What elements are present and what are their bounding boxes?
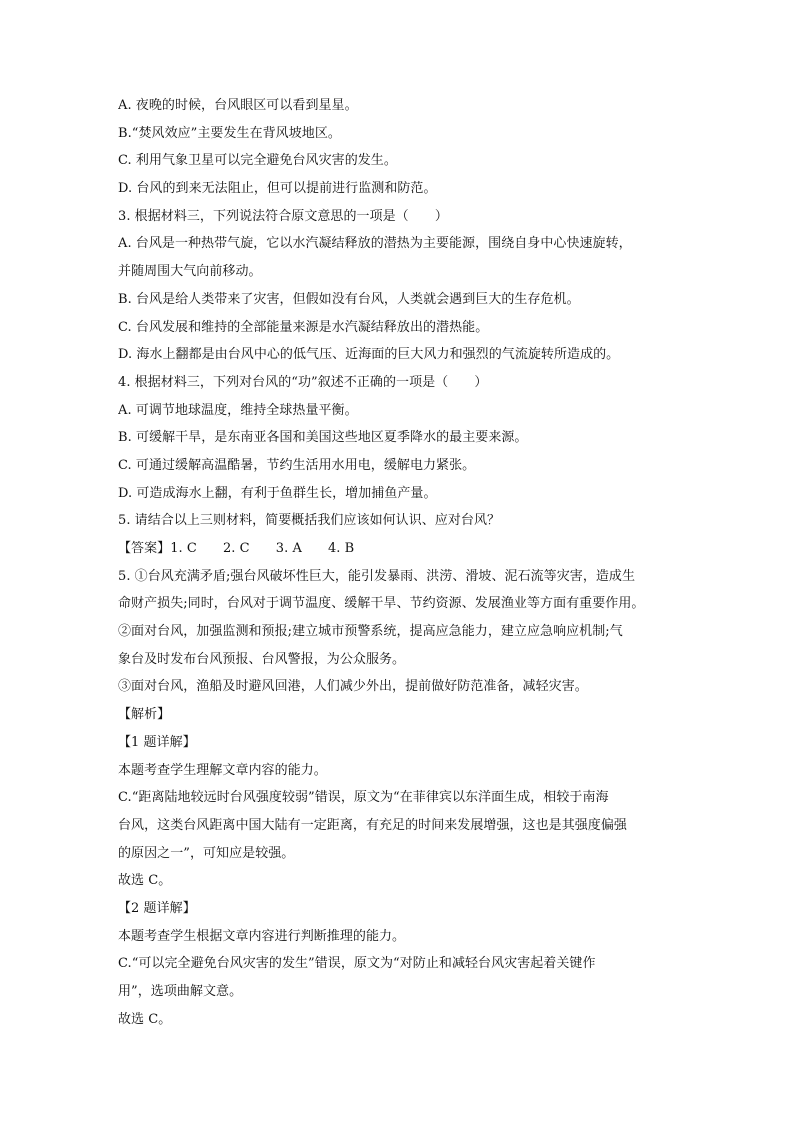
q3-option-d: D. 海水上翻都是由台风中心的低气压、近海面的巨大风力和强烈的气流旋转所造成的。 — [118, 347, 620, 363]
q4-option-d: D. 可造成海水上翻，有利于鱼群生长，增加捕鱼产量。 — [118, 485, 437, 501]
option-b-line: B.“焚风效应”主要发生在背风坡地区。 — [118, 125, 341, 141]
q1-detail-intro: 本题考查学生理解文章内容的能力。 — [118, 762, 327, 778]
option-d-line: D. 台风的到来无法阻止，但可以提前进行监测和防范。 — [118, 181, 437, 197]
q3-option-c: C. 台风发展和维持的全部能量来源是水汽凝结释放出的潜热能。 — [118, 319, 489, 335]
answer-key: 【答案】1. C 2. C 3. A 4. B — [118, 541, 355, 556]
q4-option-a: A. 可调节地球温度，维持全球热量平衡。 — [118, 402, 358, 418]
q1-detail-line3: 的原因之一”，可知应是较强。 — [118, 845, 295, 861]
q4-option-c: C. 可通过缓解高温酷暑，节约生活用水用电，缓解电力紧张。 — [118, 457, 476, 473]
answer-5-line1: 5. ①台风充满矛盾;强台风破坏性巨大，能引发暴雨、洪涝、滑坡、泥石流等灾害，造成生 — [118, 568, 636, 584]
q2-detail-line2: 用”，选项曲解文意。 — [118, 984, 243, 999]
answer-5-line2: 命财产损失;同时，台风对于调节温度、缓解干旱、节约资源、发展渔业等方面有重要作用。 — [118, 596, 645, 612]
option-c-line: C. 利用气象卫星可以完全避免台风灾害的发生。 — [118, 153, 397, 169]
option-a-line: A. 夜晚的时候，台风眼区可以看到星星。 — [118, 98, 358, 113]
analysis-heading: 【解析】 — [118, 707, 171, 723]
question-4: 4. 根据材料三，下列对台风的“功”叙述不正确的一项是（ ） — [118, 374, 488, 390]
question-3: 3. 根据材料三，下列说法符合原文意思的一项是（ ） — [118, 208, 448, 224]
q2-detail-intro: 本题考查学生根据文章内容进行判断推理的能力。 — [118, 928, 406, 944]
answer-5-line5: ③面对台风，渔船及时避风回港，人们减少外出，提前做好防范准备，减轻灾害。 — [118, 679, 588, 695]
q3-option-b: B. 台风是给人类带来了灾害，但假如没有台风，人类就会遇到巨大的生存危机。 — [118, 291, 580, 307]
q2-detail-heading: 【2 题详解】 — [118, 900, 196, 916]
q4-option-b: B. 可缓解干旱，是东南亚各国和美国这些地区夏季降水的最主要来源。 — [118, 430, 528, 446]
q3-option-a-line2: 并随周围大气向前移动。 — [118, 264, 262, 280]
answer-5-line3: ②面对台风，加强监测和预报;建立城市预警系统，提高应急能力，建立应急响应机制;气 — [118, 624, 623, 640]
question-5: 5. 请结合以上三则材料，简要概括我们应该如何认识、应对台风？ — [118, 513, 501, 529]
q1-detail-line2: 台风，这类台风距离中国大陆有一定距离，有充足的时间来发展增强，这也是其强度偏强 — [118, 817, 627, 833]
q1-detail-heading: 【1 题详解】 — [118, 734, 196, 750]
q2-detail-line1: C.“可以完全避免台风灾害的发生”错误，原文为“对防止和减轻台风灾害起着关键作 — [118, 956, 596, 972]
q2-conclusion: 故选 C。 — [118, 1011, 172, 1027]
q1-detail-line1: C.“距离陆地较远时台风强度较弱”错误，原文为“在菲律宾以东洋面生成，相较于南海 — [118, 790, 609, 806]
q1-conclusion: 故选 C。 — [118, 873, 172, 889]
q3-option-a-line1: A. 台风是一种热带气旋，它以水汽凝结释放的潜热为主要能源，围绕自身中心快速旋转， — [118, 236, 632, 252]
document-page — [118, 92, 678, 1033]
answer-5-line4: 象台及时发布台风预报、台风警报，为公众服务。 — [118, 651, 406, 667]
